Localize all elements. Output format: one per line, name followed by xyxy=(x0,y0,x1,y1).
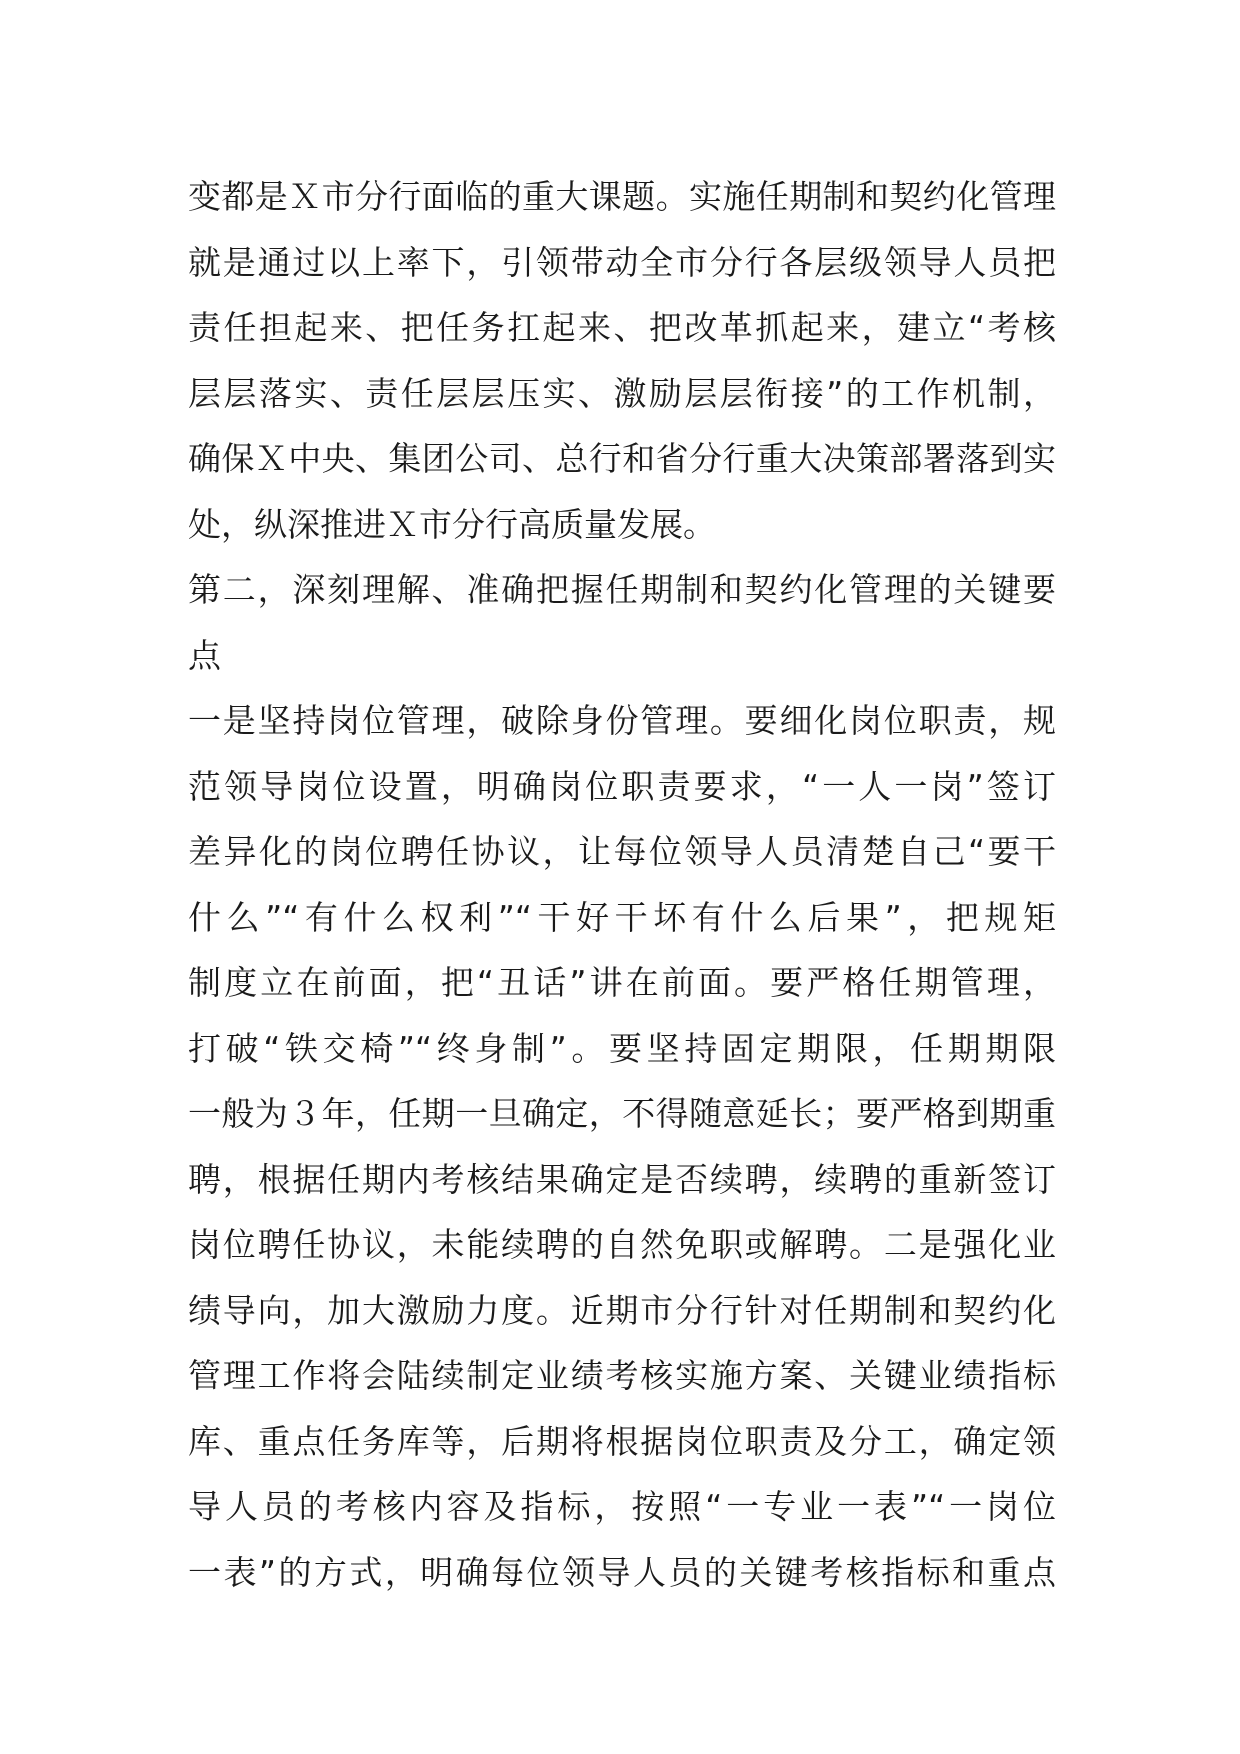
text-line: 导人员的考核内容及指标，按照“一专业一表”“一岗位 xyxy=(188,1487,1056,1526)
text-line: 变都是Ｘ市分行面临的重大课题。实施任期制和契约化管理 xyxy=(188,177,1056,216)
text-line: 处，纵深推进Ｘ市分行高质量发展。 xyxy=(188,504,716,544)
text-line: 第二，深刻理解、准确把握任期制和契约化管理的关键要 xyxy=(188,570,1056,609)
text-line: 确保Ｘ中央、集团公司、总行和省分行重大决策部署落到实 xyxy=(188,439,1056,478)
text-line: 管理工作将会陆续制定业绩考核实施方案、关键业绩指标 xyxy=(188,1356,1056,1395)
text-line: 点 xyxy=(188,635,221,675)
text-line: 岗位聘任协议，未能续聘的自然免职或解聘。二是强化业 xyxy=(188,1225,1056,1264)
text-line: 库、重点任务库等，后期将根据岗位职责及分工，确定领 xyxy=(188,1421,1056,1461)
text-line: 层层落实、责任层层压实、激励层层衔接”的工作机制， xyxy=(188,373,1056,413)
text-line: 就是通过以上率下，引领带动全市分行各层级领导人员把 xyxy=(188,242,1056,282)
text-line: 一般为３年，任期一旦确定，不得随意延长；要严格到期重 xyxy=(188,1094,1056,1133)
text-line: 责任担起来、把任务扛起来、把改革抓起来，建立“考核 xyxy=(188,308,1056,347)
text-line: 差异化的岗位聘任协议，让每位领导人员清楚自己“要干 xyxy=(188,832,1056,871)
text-line: 聘，根据任期内考核结果确定是否续聘，续聘的重新签订 xyxy=(188,1159,1056,1199)
text-line: 一表”的方式，明确每位领导人员的关键考核指标和重点 xyxy=(188,1552,1056,1592)
text-line: 什么”“有什么权利”“干好干坏有什么后果”，把规矩 xyxy=(188,897,1056,937)
text-line: 绩导向，加大激励力度。近期市分行针对任期制和契约化 xyxy=(188,1290,1056,1330)
text-line: 范领导岗位设置，明确岗位职责要求，“一人一岗”签订 xyxy=(188,766,1056,806)
body-text xyxy=(188,164,1056,1605)
text-line: 打破“铁交椅”“终身制”。要坚持固定期限，任期期限 xyxy=(188,1028,1056,1068)
text-line: 一是坚持岗位管理，破除身份管理。要细化岗位职责，规 xyxy=(188,701,1056,740)
text-line: 制度立在前面，把“丑话”讲在前面。要严格任期管理， xyxy=(188,963,1056,1002)
